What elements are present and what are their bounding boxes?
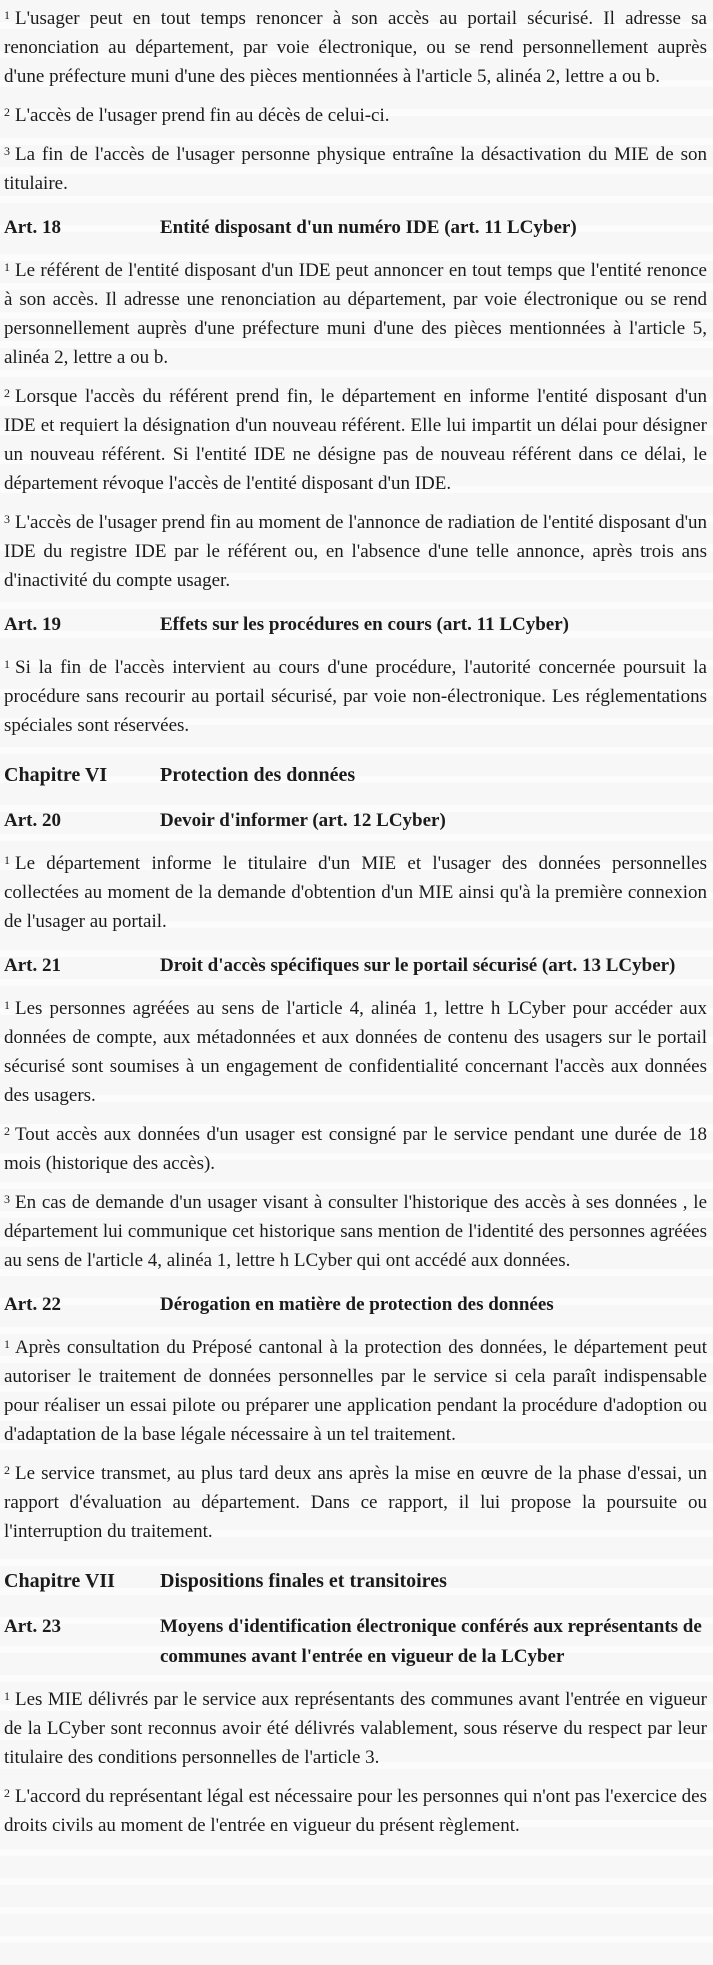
alinea-text: Les personnes agréées au sens de l'article 4, alinéa 1, lettre h LCyber pour accéder aux données de compte, aux métadonnées et aux données de contenu des usagers sur le portail sécurisé sont soumises à un engagement de confidentialité concernant l'accès aux données des usagers.	[4, 998, 707, 1106]
alinea-paragraph: $^3$ L'accès de l'usager prend fin au moment de l'annonce de radiation de l'entité disposant d'un IDE du registre IDE par le référent ou, en l'absence d'une telle annonce, après trois ans d'inactivité du compte usager.	[4, 511, 707, 591]
alinea-paragraph: $^1$ Les personnes agréées au sens de l'article 4, alinéa 1, lettre h LCyber pour accéder aux données de compte, aux métadonnées et aux données de contenu des usagers sur le portail sécurisé sont soumises à un engagement de confidentialité concernant l'accès aux données des usagers.	[4, 997, 707, 1106]
article-title: Moyens d'identification électronique conférés aux représentants de communes avant l'entrée en vigueur de la LCyber	[160, 1616, 702, 1667]
alinea-text: L'accès de l'usager prend fin au moment de l'annonce de radiation de l'entité disposant d'un IDE du registre IDE par le référent ou, en l'absence d'une telle annonce, après trois ans d'inactivité du compte usager.	[4, 512, 707, 591]
alinea-text: Si la fin de l'accès intervient au cours d'une procédure, l'autorité concernée poursuit la procédure sans recourir au portail sécurisé, par voie non-électronique. Les réglementations spéciales sont réservées.	[4, 657, 707, 736]
article-label: Art. 18	[4, 217, 61, 238]
alinea-text: La fin de l'accès de l'usager personne physique entraîne la désactivation du MIE de son titulaire.	[4, 144, 707, 194]
article-label: Art. 21	[4, 955, 61, 976]
alinea-text: Le département informe le titulaire d'un MIE et l'usager des données personnelles collectées au moment de la demande d'obtention d'un MIE ainsi qu'à la première connexion de l'usager au portail.	[4, 853, 707, 932]
chapter-label: Chapitre VI	[4, 764, 108, 786]
alinea-paragraph: $^3$ En cas de demande d'un usager visant à consulter l'historique des accès à ses données , le département lui communique cet historique sans mention de l'identité des personnes agréées au sens de l'article 4, alinéa 1, lettre h LCyber qui ont accédé aux données.	[4, 1191, 707, 1271]
alinea-paragraph: $^2$ L'accord du représentant légal est nécessaire pour les personnes qui n'ont pas l'exercice des droits civils au moment de l'entrée en vigueur du présent règlement.	[4, 1785, 707, 1836]
article-title: Dérogation en matière de protection des données	[160, 1294, 554, 1315]
chapter-title: Protection des données	[160, 764, 356, 786]
article-title: Entité disposant d'un numéro IDE (art. 11 LCyber)	[160, 217, 577, 238]
alinea-paragraph: $^1$ Les MIE délivrés par le service aux représentants des communes avant l'entrée en vigueur de la LCyber sont reconnus avoir été délivrés valablement, sous réserve du respect par leur titulaire des conditions personnelles de l'article 3.	[4, 1688, 707, 1768]
chapter-heading-vii	[4, 1566, 707, 1596]
article-heading-art-22	[4, 1290, 707, 1320]
article-title: Effets sur les procédures en cours (art. 11 LCyber)	[160, 614, 569, 635]
alinea-text: En cas de demande d'un usager visant à consulter l'historique des accès à ses données , le département lui communique cet historique sans mention de l'identité des personnes agréées au sens de l'article 4, alinéa 1, lettre h LCyber qui ont accédé aux données.	[4, 1192, 707, 1271]
alinea-paragraph: $^1$ Après consultation du Préposé cantonal à la protection des données, le département peut autoriser le traitement de données personnelles par le service si cela paraît indispensable pour réaliser un essai pilote ou préparer une application pendant la procédure d'adoption ou d'adaptation de la base légale nécessaire à un tel traitement.	[4, 1336, 707, 1445]
alinea-paragraph: $^1$ Le département informe le titulaire d'un MIE et l'usager des données personnelles collectées au moment de la demande d'obtention d'un MIE ainsi qu'à la première connexion de l'usager au portail.	[4, 852, 707, 932]
article-heading-art-20	[4, 806, 707, 836]
alinea-paragraph: $^1$ Si la fin de l'accès intervient au cours d'une procédure, l'autorité concernée poursuit la procédure sans recourir au portail sécurisé, par voie non-électronique. Les réglementations spéciales sont réservées.	[4, 656, 707, 736]
article-label: Art. 19	[4, 614, 61, 635]
article-heading-art-18	[4, 213, 707, 243]
alinea-text: L'accès de l'usager prend fin au décès de celui-ci.	[15, 105, 390, 126]
alinea-paragraph: $^3$ La fin de l'accès de l'usager personne physique entraîne la désactivation du MIE de son titulaire.	[4, 143, 707, 194]
article-heading-art-19	[4, 610, 707, 640]
alinea-paragraph: $^2$ L'accès de l'usager prend fin au décès de celui-ci.	[4, 104, 390, 126]
alinea-text: Tout accès aux données d'un usager est consigné par le service pendant une durée de 18 mois (historique des accès).	[4, 1124, 707, 1174]
alinea-paragraph: $^1$ L'usager peut en tout temps renoncer à son accès au portail sécurisé. Il adresse sa renonciation au département, par voie électronique, ou se rend personnellement auprès d'une préfecture muni d'une des pièces mentionnées à l'article 5, alinéa 2, lettre a ou b.	[4, 7, 707, 87]
article-label: Art. 23	[4, 1616, 61, 1637]
article-title: Devoir d'informer (art. 12 LCyber)	[160, 810, 446, 831]
alinea-paragraph: $^2$ Le service transmet, au plus tard deux ans après la mise en œuvre de la phase d'essai, un rapport d'évaluation au département. Dans ce rapport, il lui propose la poursuite ou l'interruption du traitement.	[4, 1462, 707, 1542]
alinea-text: Après consultation du Préposé cantonal à la protection des données, le département peut autoriser le traitement de données personnelles par le service si cela paraît indispensable pour réaliser un essai pilote ou préparer une application pendant la procédure d'adoption ou d'adaptation de la base légale nécessaire à un tel traitement.	[4, 1337, 707, 1445]
article-heading-art-23	[4, 1612, 707, 1672]
chapter-label: Chapitre VII	[4, 1570, 115, 1592]
alinea-text: Les MIE délivrés par le service aux représentants des communes avant l'entrée en vigueur de la LCyber sont reconnus avoir été délivrés valablement, sous réserve du respect par leur titulaire des conditions personnelles de l'article 3.	[4, 1689, 707, 1768]
alinea-text: Lorsque l'accès du référent prend fin, le département en informe l'entité disposant d'un IDE et requiert la désignation d'un nouveau référent. Elle lui impartit un délai pour désigner un nouveau référent. Si l'entité IDE ne désigne pas de nouveau référent dans ce délai, le département révoque l'accès de l'entité disposant d'un IDE.	[4, 386, 707, 494]
alinea-paragraph: $^2$ Tout accès aux données d'un usager est consigné par le service pendant une durée de 18 mois (historique des accès).	[4, 1123, 707, 1174]
article-heading-art-21	[4, 951, 707, 981]
alinea-paragraph: $^1$ Le référent de l'entité disposant d'un IDE peut annoncer en tout temps que l'entité renonce à son accès. Il adresse une renonciation au département, par voie électronique ou se rend personnellement auprès d'une préfecture muni d'une des pièces mentionnées à l'article 5, alinéa 2, lettre a ou b.	[4, 259, 707, 368]
alinea-text: Le service transmet, au plus tard deux ans après la mise en œuvre de la phase d'essai, un rapport d'évaluation au département. Dans ce rapport, il lui propose la poursuite ou l'interruption du traitement.	[4, 1463, 707, 1542]
article-label: Art. 22	[4, 1294, 61, 1315]
article-title: Droit d'accès spécifiques sur le portail sécurisé (art. 13 LCyber)	[160, 955, 676, 976]
alinea-paragraph: $^2$ Lorsque l'accès du référent prend fin, le département en informe l'entité disposant d'un IDE et requiert la désignation d'un nouveau référent. Elle lui impartit un délai pour désigner un nouveau référent. Si l'entité IDE ne désigne pas de nouveau référent dans ce délai, le département révoque l'accès de l'entité disposant d'un IDE.	[4, 385, 707, 494]
chapter-title: Dispositions finales et transitoires	[160, 1570, 447, 1592]
alinea-text: Le référent de l'entité disposant d'un IDE peut annoncer en tout temps que l'entité renonce à son accès. Il adresse une renonciation au département, par voie électronique ou se rend personnellement auprès d'une préfecture muni d'une des pièces mentionnées à l'article 5, alinéa 2, lettre a ou b.	[4, 260, 707, 368]
chapter-heading-vi	[4, 760, 707, 790]
article-label: Art. 20	[4, 810, 61, 831]
alinea-text: L'usager peut en tout temps renoncer à son accès au portail sécurisé. Il adresse sa renonciation au département, par voie électronique, ou se rend personnellement auprès d'une préfecture muni d'une des pièces mentionnées à l'article 5, alinéa 2, lettre a ou b.	[4, 8, 707, 87]
alinea-text: L'accord du représentant légal est nécessaire pour les personnes qui n'ont pas l'exercice des droits civils au moment de l'entrée en vigueur du présent règlement.	[4, 1786, 707, 1836]
